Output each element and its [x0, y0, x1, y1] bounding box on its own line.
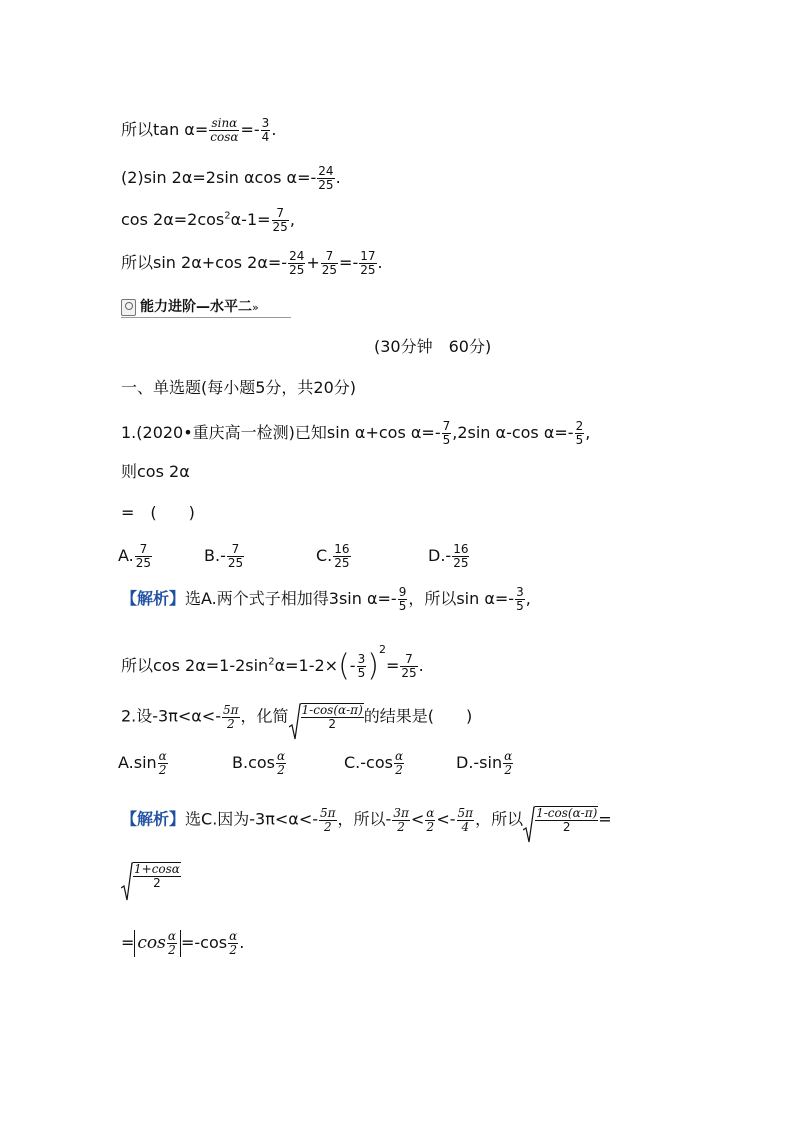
text: α-1=	[230, 210, 271, 229]
numerator: 7	[135, 543, 152, 557]
option-b	[204, 543, 245, 570]
fraction	[288, 250, 305, 277]
denominator: 5	[398, 599, 407, 613]
option-c	[316, 543, 352, 570]
denominator: 25	[135, 556, 152, 570]
answer-2	[121, 806, 612, 834]
question-1-line2: 则cos 2α	[121, 462, 190, 481]
denominator: 5	[575, 433, 584, 447]
text: 1.(2020•重庆高一检测)已知sin α+cos α=-	[121, 423, 441, 442]
text: α=1-2×	[274, 656, 339, 675]
numerator: 7	[227, 543, 244, 557]
text: <	[410, 809, 425, 829]
option-label: C.-cos	[344, 753, 393, 772]
fraction	[261, 117, 271, 144]
option-label: A.sin	[118, 753, 157, 772]
text: .	[239, 933, 245, 952]
answer-2-line2	[121, 862, 181, 890]
text: ，所以-	[337, 809, 392, 829]
numerator: 5π	[457, 805, 474, 820]
numerator: 24	[289, 249, 305, 263]
fraction	[158, 750, 168, 777]
denominator: 25	[453, 556, 469, 570]
fraction	[333, 543, 350, 570]
denominator: 25	[227, 556, 244, 570]
left-paren: (	[338, 648, 350, 684]
denominator: 2	[562, 820, 571, 834]
text: (2)sin 2α=2sin αcos α=-	[121, 168, 317, 187]
denominator: 2	[277, 763, 285, 777]
text: =	[121, 933, 135, 952]
fraction	[227, 543, 244, 570]
text: 选A.两个式子相加得3sin α=-	[185, 589, 397, 608]
text: <-	[436, 809, 456, 829]
denominator: 2	[226, 716, 235, 731]
denominator: 2	[504, 763, 512, 777]
option-2a	[118, 750, 169, 777]
fraction	[319, 807, 337, 834]
sqrt	[121, 862, 181, 890]
text: =-cos	[181, 933, 228, 952]
text: 所以sin 2α+cos 2α=-	[121, 253, 288, 272]
line-sin2a	[121, 165, 341, 192]
option-d	[428, 543, 470, 570]
denominator: 25	[360, 263, 376, 277]
fraction	[425, 807, 435, 834]
answer-2-line3	[121, 930, 244, 957]
text: =	[385, 656, 400, 675]
fraction	[400, 653, 417, 680]
text: ,	[585, 423, 591, 442]
option-2b	[232, 750, 287, 777]
numerator: α	[167, 929, 176, 943]
numerator: 1-cos(α-π)	[301, 703, 363, 717]
lightbulb-icon	[121, 299, 136, 316]
option-label: B.cos	[232, 753, 275, 772]
numerator: α	[276, 749, 286, 763]
fraction	[503, 750, 513, 777]
fraction	[398, 586, 408, 613]
fraction	[167, 930, 177, 957]
denominator: 2	[395, 763, 403, 777]
numerator: 5π	[223, 702, 239, 717]
text: =-	[339, 253, 359, 272]
text: =-	[240, 120, 260, 139]
text: 2.设-3π<α<-	[121, 706, 221, 726]
fraction	[457, 807, 475, 834]
numerator: α	[426, 805, 435, 820]
numerator: 3π	[393, 805, 409, 820]
numerator: α	[394, 749, 404, 763]
fraction	[575, 420, 585, 447]
option-label: C.	[316, 546, 333, 565]
text: ,	[289, 210, 295, 229]
question-2	[121, 703, 472, 731]
question-1-line3: = ( )	[121, 503, 195, 522]
fraction	[394, 750, 404, 777]
analysis-tag: 【解析】	[121, 589, 186, 608]
text: ,2sin α-cos α=-	[452, 423, 574, 442]
fraction	[272, 207, 289, 234]
fraction	[515, 586, 525, 613]
option-label: D.-sin	[456, 753, 503, 772]
numerator: 3	[516, 585, 524, 599]
denominator: 25	[272, 220, 288, 234]
numerator: 7	[400, 653, 417, 667]
text: +	[306, 253, 320, 272]
fraction	[321, 250, 338, 277]
text: .	[418, 656, 424, 675]
numerator: α	[229, 929, 238, 943]
fraction	[392, 807, 410, 834]
numerator: 7	[272, 207, 289, 221]
fraction	[301, 703, 364, 731]
option-label: A.	[118, 546, 134, 565]
section-header	[121, 297, 259, 318]
text: .	[377, 253, 383, 272]
text: 所以tan α=	[121, 120, 209, 139]
line-sum	[121, 250, 383, 277]
fraction	[228, 930, 238, 957]
numerator: 9	[398, 585, 407, 599]
line-cos2a	[121, 207, 295, 234]
text: .	[271, 120, 277, 139]
numerator: 1-cos(α-π)	[536, 806, 598, 820]
denominator: 25	[289, 263, 305, 277]
answer-1-line2	[121, 640, 424, 684]
text: ，所以sin α=-	[408, 589, 515, 608]
denominator: 25	[334, 556, 350, 570]
denominator: 4	[261, 130, 270, 144]
numerator: 3	[357, 652, 366, 666]
numerator: 17	[360, 249, 376, 263]
numerator: 3	[261, 116, 270, 130]
denominator: 2	[229, 943, 237, 957]
numerator: 16	[453, 542, 469, 556]
denominator: 5	[357, 666, 366, 680]
sqrt	[289, 703, 364, 731]
denominator: 25	[321, 263, 338, 277]
numerator: 1+cosα	[134, 862, 180, 876]
fraction	[209, 117, 239, 144]
denominator: cosα	[210, 130, 239, 144]
text: cos	[137, 933, 166, 953]
text: ，化简	[240, 706, 289, 726]
denominator: 2	[153, 876, 161, 890]
section-title: 能力进阶—水平二	[140, 299, 252, 315]
numerator: α	[158, 749, 167, 763]
option-2c	[344, 750, 405, 777]
fraction	[535, 806, 598, 834]
part-heading: 一、单选题(每小题5分，共20分)	[121, 378, 357, 397]
superscript: 2	[224, 210, 231, 222]
radical-sign	[289, 703, 301, 741]
fraction	[133, 862, 181, 890]
numerator: 7	[321, 250, 338, 264]
question-1	[121, 420, 590, 447]
denominator: 2	[397, 819, 405, 834]
analysis-tag: 【解析】	[121, 809, 186, 829]
denominator: 2	[426, 819, 435, 834]
absolute-value	[134, 930, 181, 957]
section-rule	[121, 317, 291, 318]
text: ,	[525, 589, 531, 608]
fraction	[359, 250, 376, 277]
answer-1	[121, 586, 531, 613]
denominator: 2	[328, 717, 336, 731]
text: 的结果是( )	[363, 706, 473, 726]
radical-sign	[121, 862, 133, 902]
numerator: 7	[442, 419, 451, 433]
fraction	[276, 750, 286, 777]
sqrt	[523, 806, 598, 834]
fraction	[135, 543, 152, 570]
numerator: sinα	[209, 117, 239, 131]
fraction	[452, 543, 469, 570]
denominator: 25	[318, 178, 334, 192]
option-a	[118, 543, 153, 570]
numerator: 24	[318, 164, 334, 178]
fraction	[442, 420, 452, 447]
denominator: 2	[168, 943, 176, 957]
option-2d	[456, 750, 514, 777]
superscript: 2	[268, 656, 275, 668]
numerator: 16	[334, 542, 350, 556]
text: 所以cos 2α=1-2sin	[121, 656, 269, 675]
text: ，所以	[475, 809, 524, 829]
numerator: α	[504, 749, 513, 763]
right-paren: )	[367, 648, 379, 684]
option-label: D.-	[428, 546, 452, 565]
numerator: 2	[575, 419, 584, 433]
text: -	[349, 656, 356, 675]
fraction	[317, 165, 334, 192]
denominator: 5	[442, 433, 451, 447]
time-limit: (30分钟 60分)	[374, 337, 492, 356]
text: cos 2α=2cos	[121, 210, 225, 229]
chevron-icon: »	[252, 301, 259, 314]
denominator: 25	[401, 666, 417, 680]
fraction	[222, 704, 240, 731]
denominator: 4	[461, 819, 470, 834]
denominator: 5	[516, 599, 524, 613]
text: 选C.因为-3π<α<-	[185, 809, 318, 829]
fraction	[357, 653, 367, 680]
line-tan	[121, 117, 276, 144]
denominator: 2	[323, 819, 332, 834]
text: =	[598, 809, 612, 829]
text: .	[335, 168, 341, 187]
numerator: 5π	[320, 805, 336, 820]
denominator: 2	[158, 763, 167, 777]
radical-sign	[523, 806, 535, 844]
option-label: B.-	[204, 546, 226, 565]
superscript: 2	[378, 643, 386, 656]
